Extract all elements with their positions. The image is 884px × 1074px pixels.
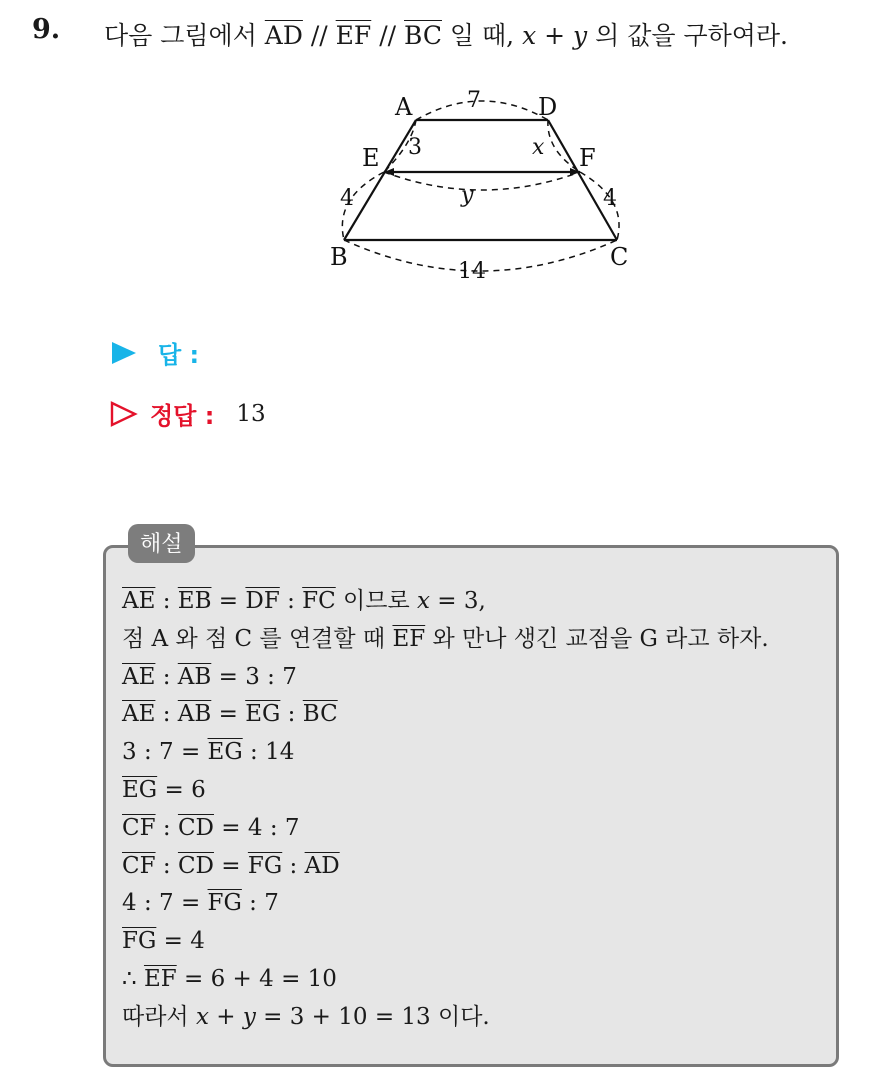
arc-ef: [384, 172, 580, 190]
solution-line-2: 점 A 와 점 C 를 연결할 때 $\overline{EF}$ 와 만나 생긴 교점을 G 라고 하자.: [122, 625, 769, 652]
trapezoid-figure: [318, 80, 648, 290]
label-df: x: [532, 135, 545, 160]
answer-row: [110, 335, 199, 370]
vertex-a: A: [395, 93, 413, 121]
measure-arcs: [342, 101, 619, 271]
solution-line-4: $\overline{AE}$ : $\overline{AB} = \overline{EG}$ : $\overline{BC}$: [122, 701, 338, 728]
solution-line-10: $\overline{FG} = 4$: [122, 928, 205, 955]
arc-ad: [416, 101, 548, 120]
solution-line-1: $\overline{AE}$ : $\overline{EB} = \overline{DF}$ : $\overline{FC}$ 이므로 x = 3,: [122, 588, 486, 614]
segment-ef: $\overline{EF}$: [335, 21, 372, 50]
question-text: 다음 그림에서 $\overline{AD} // \overline{EF} // \overline{BC}$ 일 때, x + y 의 값을 구하여라.: [104, 21, 788, 50]
label-fc: 4: [603, 186, 617, 211]
solution-tag: 해설: [128, 524, 195, 563]
label-ae: 3: [408, 135, 422, 160]
solution-line-5: 3 : $7 = \overline{EG}$ : 14: [122, 739, 295, 766]
solution-line-8: $\overline{CF}$ : $\overline{CD} = \overline{FG}$ : $\overline{AD}$: [122, 852, 340, 879]
segment-bc: $\overline{BC}$: [404, 21, 442, 50]
correct-answer-label: 정답 :: [150, 402, 215, 430]
segment-dc-line: [548, 120, 617, 240]
correct-answer-value: 13: [236, 400, 266, 427]
trapezoid-lines: [344, 120, 617, 240]
label-ef: y: [461, 183, 474, 208]
vertex-e: E: [362, 144, 380, 172]
correct-answer-row: [110, 396, 266, 431]
expression-x-plus-y: x + y: [522, 21, 588, 50]
segment-ab-line: [344, 120, 416, 240]
segment-ad: $\overline{AD}$: [264, 21, 303, 50]
question-number: 9.: [32, 14, 61, 45]
solution-line-12: 따라서 x + y = 3 + 10 = 13 이다.: [122, 1003, 490, 1030]
label-ad: 7: [467, 88, 481, 113]
solution-line-9: 4 : $7 = \overline{FG}$ : 7: [122, 890, 279, 917]
solution-lines: [122, 583, 769, 1037]
outline-triangle-icon: [110, 401, 138, 427]
play-triangle-icon: [110, 341, 138, 365]
solution-line-11: ∴ $\overline{EF} = 6 + 4 = 10$: [122, 965, 337, 992]
vertex-d: D: [538, 93, 558, 121]
label-bc: 14: [458, 259, 486, 284]
vertex-c: C: [610, 243, 629, 271]
solution-line-6: $\overline{EG} = 6$: [122, 776, 206, 803]
solution-line-7: $\overline{CF}$ : $\overline{CD} = 4$ : 7: [122, 814, 300, 841]
label-eb: 4: [340, 186, 354, 211]
vertex-b: B: [330, 243, 348, 271]
vertex-f: F: [579, 144, 596, 172]
measure-labels: [340, 88, 617, 284]
answer-label: 답 :: [158, 341, 200, 369]
solution-line-3: $\overline{AE}$ : $\overline{AB} = 3$ : 7: [122, 663, 297, 690]
